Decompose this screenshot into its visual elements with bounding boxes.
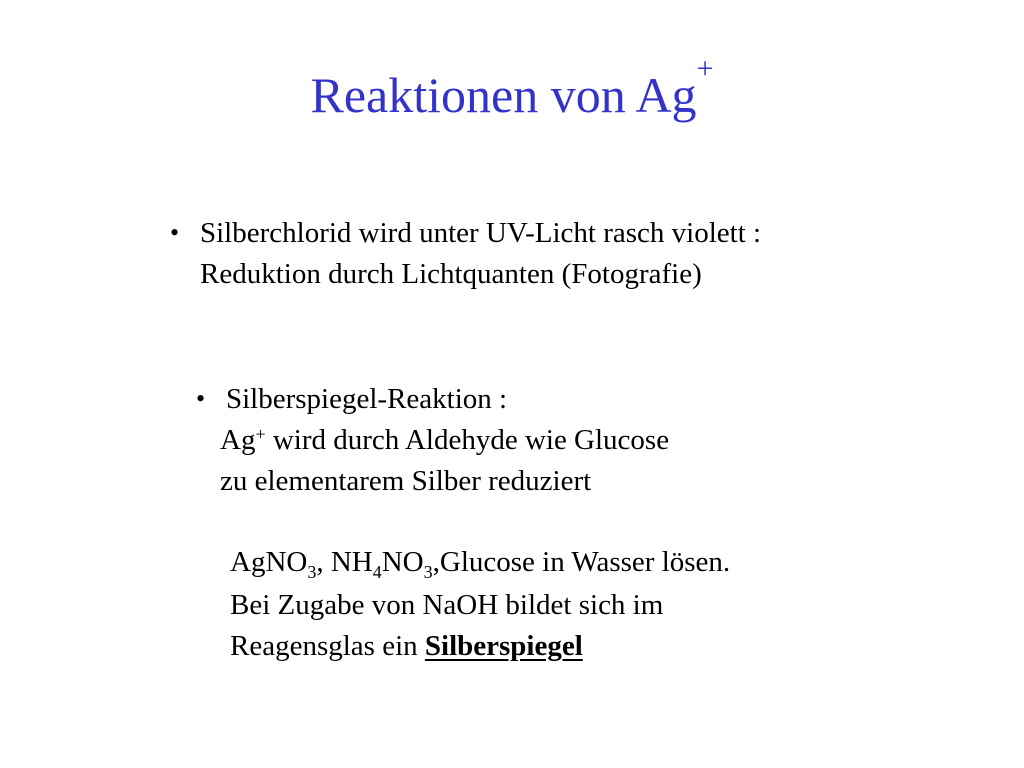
bullet-2-line-3: zu elementarem Silber reduziert (220, 465, 592, 497)
bullet-2-line-2-rest: wird durch Aldehyde wie Glucose (265, 424, 670, 456)
formula-sub-3b: 3 (423, 562, 433, 582)
formula-sub-3a: 3 (307, 562, 317, 582)
procedure-line-3-prefix: Reagensglas ein (230, 630, 425, 662)
bullet-1-line-1: Silberchlorid wird unter UV-Licht rasch violett : (200, 217, 762, 249)
bullet-2-line-1: Silberspiegel-Reaktion : (226, 383, 508, 415)
formula-sub-4: 4 (372, 562, 382, 582)
slide-title (0, 52, 1024, 130)
bullet-2-icon: • (196, 384, 206, 413)
ag-charge: + (255, 424, 266, 444)
slide-title-superscript: + (696, 52, 714, 85)
silberspiegel-emphasis: Silberspiegel (424, 630, 583, 662)
formula-no: NO (381, 546, 424, 578)
procedure-line-1 (230, 544, 730, 580)
slide-title-text: Reaktionen von Ag (310, 67, 697, 123)
procedure-line-1-rest: ,Glucose in Wasser lösen. (432, 546, 731, 578)
procedure-line-3 (230, 628, 583, 664)
ag-symbol: Ag (220, 424, 256, 456)
formula-agno: AgNO (230, 546, 308, 578)
bullet-1-line-2: Reduktion durch Lichtquanten (Fotografie) (200, 258, 702, 290)
bullet-2-line-2 (220, 422, 669, 458)
formula-sep: , NH (316, 546, 373, 578)
procedure-line-2: Bei Zugabe von NaOH bildet sich im (230, 589, 664, 621)
bullet-1-icon: • (170, 218, 180, 247)
